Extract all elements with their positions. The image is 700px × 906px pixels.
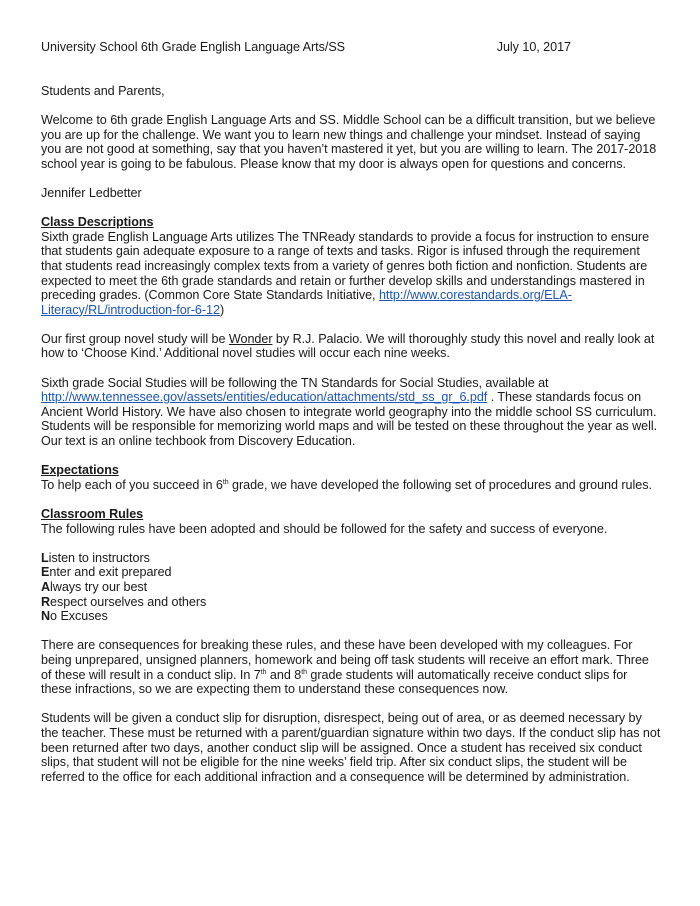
consequences-text-b: and 8 [266, 667, 302, 682]
rule-text: nter and exit prepared [49, 565, 172, 580]
rule-item [41, 609, 661, 624]
rule-initial: R [41, 594, 51, 609]
spacer [41, 69, 661, 84]
expectations-text-pre: To help each of you succeed in 6 [41, 477, 223, 492]
rule-text: o Excuses [50, 609, 108, 624]
document-page [41, 40, 661, 799]
expectations-text-post: grade, we have developed the following set of procedures and ground rules. [228, 477, 652, 492]
rule-text: lways try our best [50, 579, 148, 594]
rule-text: isten to instructors [48, 550, 150, 565]
novel-study-text-pre: Our first group novel study will be [41, 331, 229, 346]
ordinal-suffix: th [301, 668, 307, 676]
document-header [41, 40, 571, 55]
expectations-paragraph [41, 478, 661, 493]
rule-item [41, 551, 661, 566]
book-title-wonder: Wonder [228, 331, 273, 346]
social-studies-text-pre: Sixth grade Social Studies will be following the TN Standards for Social Studies, available at [41, 375, 549, 390]
novel-study-paragraph [41, 332, 661, 361]
ordinal-suffix: th [222, 478, 229, 486]
greeting: Students and Parents, [41, 83, 165, 98]
welcome-paragraph: Welcome to 6th grade English Language Arts and SS. Middle School can be a difficult transition, but we believe you are up for the challenge. We want you to learn new things and challenge your mindset. Instead of saying you are not good at something, say that you haven’t mastered it yet, but you are willing to learn. The 2017-2018 school year is going to be fabulous. Please know that my door is always open for questions and concerns. [41, 112, 657, 171]
document-title: University School 6th Grade English Language Arts/SS [41, 40, 346, 54]
classroom-rules-intro: The following rules have been adopted and should be followed for the safety and success of everyone. [41, 521, 608, 536]
rules-list [41, 551, 661, 624]
section-heading-expectations: Expectations [41, 463, 119, 478]
rule-initial: E [41, 565, 50, 580]
consequences-text-a: There are consequences for breaking these rules, and these have been developed with my colleagues. For being unprepared, unsigned planners, homework and being off task students will receive an effort mark. Three of these will result in a conduct slip. In 7 [41, 638, 649, 682]
ordinal-suffix: th [260, 668, 267, 676]
rule-item [41, 580, 661, 595]
consequences-text-c: grade students will automatically receive conduct slips for these infractions, so we are expecting them to understand these consequences now. [41, 667, 628, 697]
section-heading-class-descriptions: Class Descriptions [41, 215, 154, 230]
tn-standards-link[interactable]: http://www.tennessee.gov/assets/entities/education/attachments/std_ss_gr_6.pdf [41, 390, 488, 405]
rule-item [41, 595, 661, 610]
social-studies-text-post: . These standards focus on Ancient World History. We have also chosen to integrate world geography into the middle school SS curriculum. Students will be responsible for memorizing world maps and will be tested on these throughout the year as well. Our text is an online techbook from Discovery Education. [41, 390, 658, 449]
conduct-slip-paragraph: Students will be given a conduct slip for disruption, disrespect, being out of area, or as deemed necessary by the teacher. These must be returned with a parent/guardian signature within two days. If the conduct slip has not been returned after two days, another conduct slip will be assigned. Once a student has received six conduct slips, that student will not be eligible for the nine weeks’ field trip. After six conduct slips, the student will be referred to the office for each additional infraction and a consequence will be determined by administration. [41, 711, 661, 784]
rule-item [41, 565, 661, 580]
ela-description-close: ) [219, 302, 225, 317]
rule-initial: L [41, 550, 49, 565]
consequences-paragraph [41, 638, 661, 696]
novel-study-text-post: by R.J. Palacio. We will thoroughly study this novel and really look at how to ‘Choose Kind.’ Additional novel studies will occur each nine weeks. [41, 331, 655, 361]
document-date: July 10, 2017 [496, 40, 571, 54]
rule-text: espect ourselves and others [50, 594, 207, 609]
rule-initial: A [41, 579, 51, 594]
rule-initial: N [41, 609, 51, 624]
corestandards-link[interactable]: http://www.corestandards.org/ELA-Literacy/RL/introduction-for-6-12 [41, 288, 572, 317]
ela-description-paragraph [41, 230, 661, 318]
ela-description-text: Sixth grade English Language Arts utilizes The TNReady standards to provide a focus for instruction to ensure that students gain adequate exposure to a range of texts and tasks. Rigor is infused through the requirement that students read increasingly complex texts from a variety of genres both fiction and nonfiction. Students are expected to meet the 6th grade standards and retain or further develop skills and understandings mastered in preceding grades. (Common Core State Standards Initiative, [41, 229, 650, 303]
signature: Jennifer Ledbetter [41, 185, 142, 200]
social-studies-paragraph [41, 376, 661, 449]
section-heading-classroom-rules: Classroom Rules [41, 507, 144, 521]
